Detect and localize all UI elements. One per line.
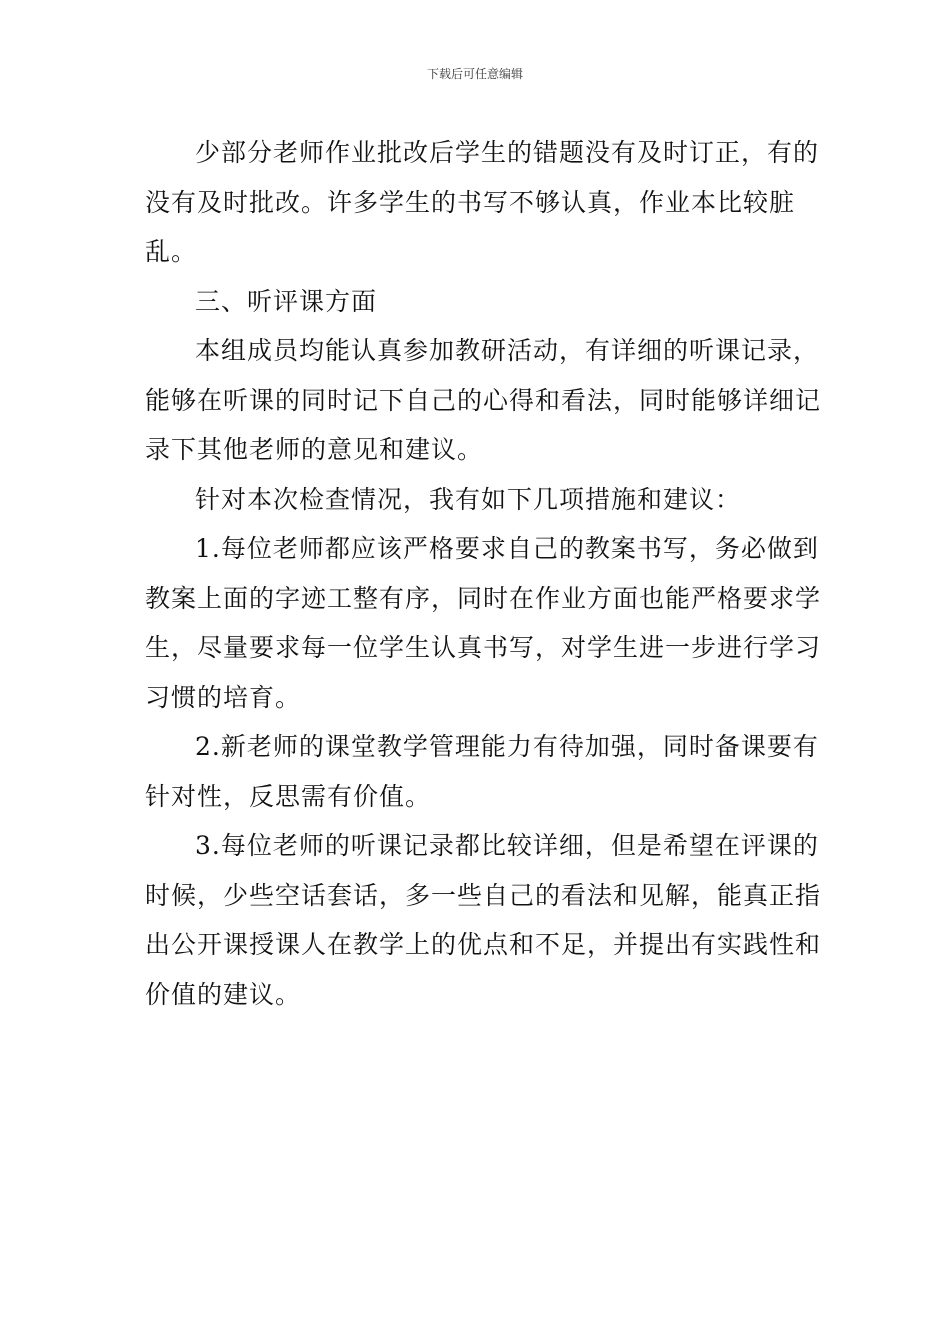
document-body bbox=[145, 128, 835, 1019]
page-header-note: 下载后可任意编辑 bbox=[426, 67, 523, 81]
list-item-suggestion-1: 1.每位老师都应该严格要求自己的教案书写，务必做到教案上面的字迹工整有序，同时在作业方面也能严格要求学生，尽量要求每一位学生认真书写，对学生进一步进行学习习惯的培育。 bbox=[145, 534, 822, 712]
list-item-suggestion-3: 3.每位老师的听课记录都比较详细，但是希望在评课的时候，少些空话套话，多一些自己的看法和见解，能真正指出公开课授课人在教学上的优点和不足，并提出有实践性和价值的建议。 bbox=[145, 831, 822, 1009]
paragraph-measures-intro: 针对本次检查情况，我有如下几项措施和建议： bbox=[195, 484, 742, 514]
paragraph-teaching-research: 本组成员均能认真参加教研活动，有详细的听课记录，能够在听课的同时记下自己的心得和看法，同时能够详细记录下其他老师的意见和建议。 bbox=[145, 336, 822, 464]
paragraph-homework-correction: 少部分老师作业批改后学生的错题没有及时订正，有的没有及时批改。许多学生的书写不够认真，作业本比较脏乱。 bbox=[145, 138, 820, 266]
list-item-suggestion-2: 2.新老师的课堂教学管理能力有待加强，同时备课要有针对性，反思需有价值。 bbox=[145, 732, 819, 811]
section-heading-lesson-observation: 三、听评课方面 bbox=[195, 286, 378, 316]
